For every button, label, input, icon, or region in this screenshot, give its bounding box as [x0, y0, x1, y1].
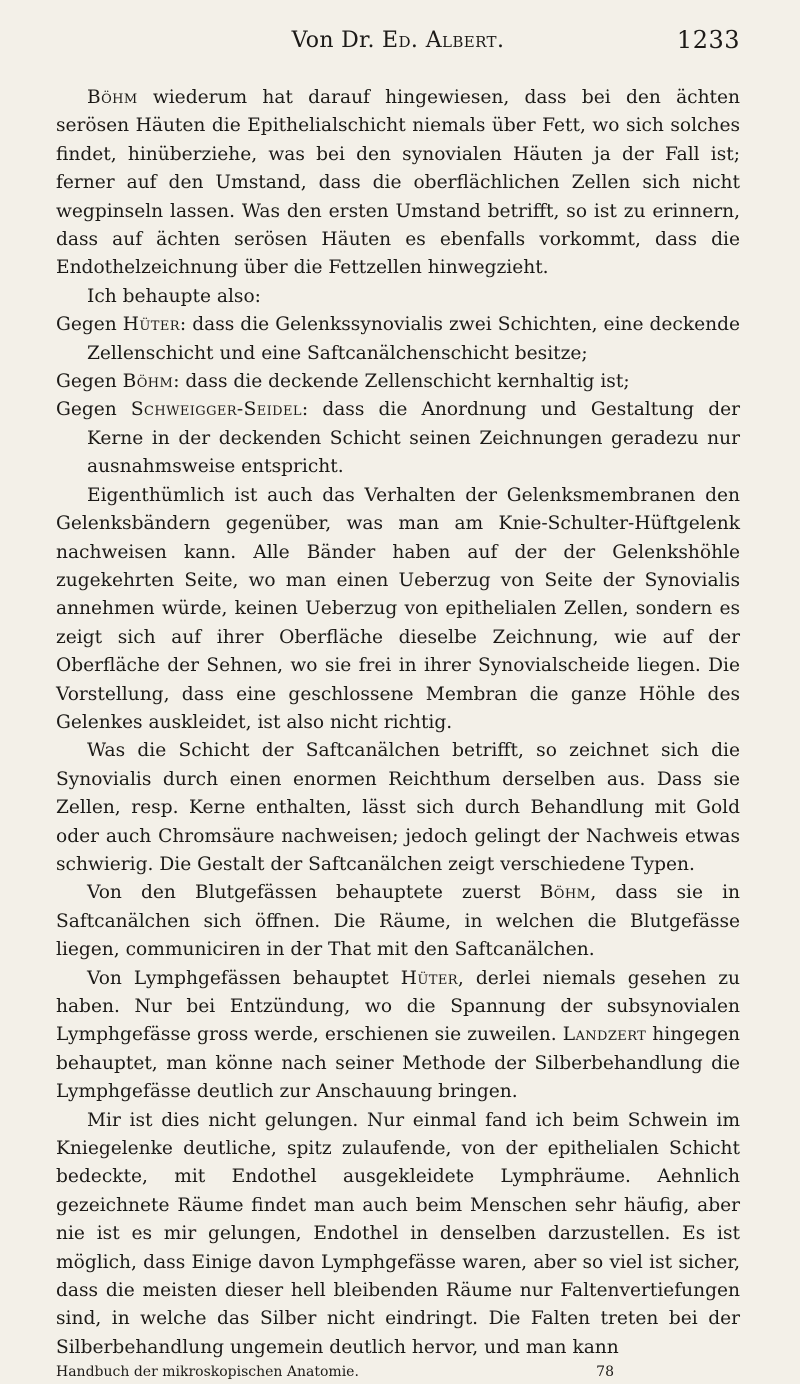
author-name: Böhm: [122, 371, 174, 393]
paragraph: Eigenthümlich ist auch das Verhalten der Gelenksmembranen den Gelenksbändern gegenüber, was man am Knie-Schulter-Hüftgelenk nachweisen kann. Alle Bänder haben auf der der Gelenkshöhle zugekehrten Seite, wo man einen Ueberzug von Seite der Synovialis annehmen würde, keinen Ueberzug von epithelialen Zellen, sondern es zeigt sich auf ihrer Oberfläche dieselbe Zeichnung, wie auf der Oberfläche der Sehnen, wo sie frei in ihrer Synovialscheide liegen. Die Vorstellung, dass eine geschlossene Membran die ganze Höhle des Gelenkes auskleidet, ist also nicht richtig.: [56, 484, 740, 733]
running-title-prefix: Von Dr.: [291, 28, 383, 53]
claim-item: [56, 368, 740, 396]
claim-prefix: Gegen: [56, 371, 123, 393]
author-name: Hüter: [122, 314, 180, 336]
author-name: Landzert: [562, 1024, 647, 1046]
claim-prefix: Gegen: [56, 399, 131, 421]
paragraph-text: , derlei niemals gesehen zu haben. Nur bei Entzündung, wo die Spannung der subsynovialen Lymphgefässe gross werde, erschienen sie zuweilen.: [56, 967, 740, 1046]
author-name: Schweigger-Seidel: [130, 399, 302, 421]
paragraph: [56, 879, 740, 964]
signature-mark: 78: [596, 1364, 614, 1381]
paragraph-text: , dass sie in Saftcanälchen sich öffnen. Die Räume, in welchen die Blutgefässe liegen, communiciren in der That mit den Saftcanälchen.: [56, 882, 740, 961]
running-title: [56, 28, 740, 53]
paragraph: Mir ist dies nicht gelungen. Nur einmal fand ich beim Schwein im Kniegelenke deutliche, spitz zulaufende, von der epithelialen Schicht bedeckte, mit Endothel ausgekleidete Lymphräume. Aehnlich gezeichnete Räume findet man auch beim Menschen sehr häufig, aber nie ist es mir gelungen, Endothel in denselben darzustellen. Es ist möglich, dass Einige davon Lymphgefässe waren, aber so viel ist sicher, dass die meisten dieser hell bleibenden Räume nur Faltenvertiefungen sind, in welche das Silber nicht eindringt. Die Falten treten bei der Silberbehandlung ungemein deutlich hervor, und man kann: [56, 1109, 740, 1358]
page-number: 1233: [676, 26, 740, 54]
paragraph-text: wiederum hat darauf hingewiesen, dass bei den ächten serösen Häuten die Epithelialschicht niemals über Fett, wo sich solches findet, hinüberziehe, was bei den synovialen Häuten ja der Fall ist; ferner auf den Umstand, dass die oberflächlichen Zellen sich nicht wegpinseln lassen. Was den ersten Umstand betrifft, so ist zu erinnern, dass auf ächten serösen Häuten es ebenfalls vorkommt, dass die Endothelzeichnung über die Fettzellen hinwegzieht.: [56, 87, 740, 279]
footer-book-title: Handbuch der mikroskopischen Anatomie.: [56, 1364, 359, 1381]
claim-prefix: Gegen: [56, 314, 123, 336]
paragraph-text: Von Lymphgefässen behauptet: [87, 967, 401, 989]
claim-text: : dass die Anordnung und Gestaltung der Kerne in der deckenden Schicht seinen Zeichnungen geradezu nur ausnahmsweise entspricht.: [87, 399, 740, 478]
claim-text: : dass die Gelenkssynovialis zwei Schichten, eine deckende Zellenschicht und eine Saftcanälchenschicht besitze;: [87, 314, 740, 364]
paragraph: [56, 965, 740, 1107]
paragraph: Ich behaupte also:: [87, 285, 261, 307]
claim-item: [56, 396, 740, 481]
author-name: Böhm: [87, 87, 138, 108]
running-header: [56, 22, 740, 56]
paragraph: [56, 84, 740, 283]
body-text: [56, 84, 740, 1362]
claim-text: : dass die deckende Zellenschicht kernhaltig ist;: [173, 371, 630, 393]
claim-item: [56, 311, 740, 368]
running-title-author: Ed. Albert.: [382, 28, 505, 53]
paragraph-text: Von den Blutgefässen behauptete zuerst: [87, 882, 540, 904]
page-footer: [56, 1364, 740, 1384]
paragraph-text: hingegen behauptet, man könne nach seiner Methode der Silberbehandlung die Lymphgefässe deutlich zur Anschauung bringen.: [56, 1024, 740, 1103]
paragraph: Was die Schicht der Saftcanälchen betrifft, so zeichnet sich die Synovialis durch einen enormen Reichthum derselben aus. Dass sie Zellen, resp. Kerne enthalten, lässt sich durch Behandlung mit Gold oder auch Chromsäure nachweisen; jedoch gelingt der Nachweis etwas schwierig. Die Gestalt der Saftcanälchen zeigt verschiedene Typen.: [56, 740, 740, 875]
author-name: Böhm: [539, 882, 591, 904]
author-name: Hüter: [400, 967, 458, 989]
